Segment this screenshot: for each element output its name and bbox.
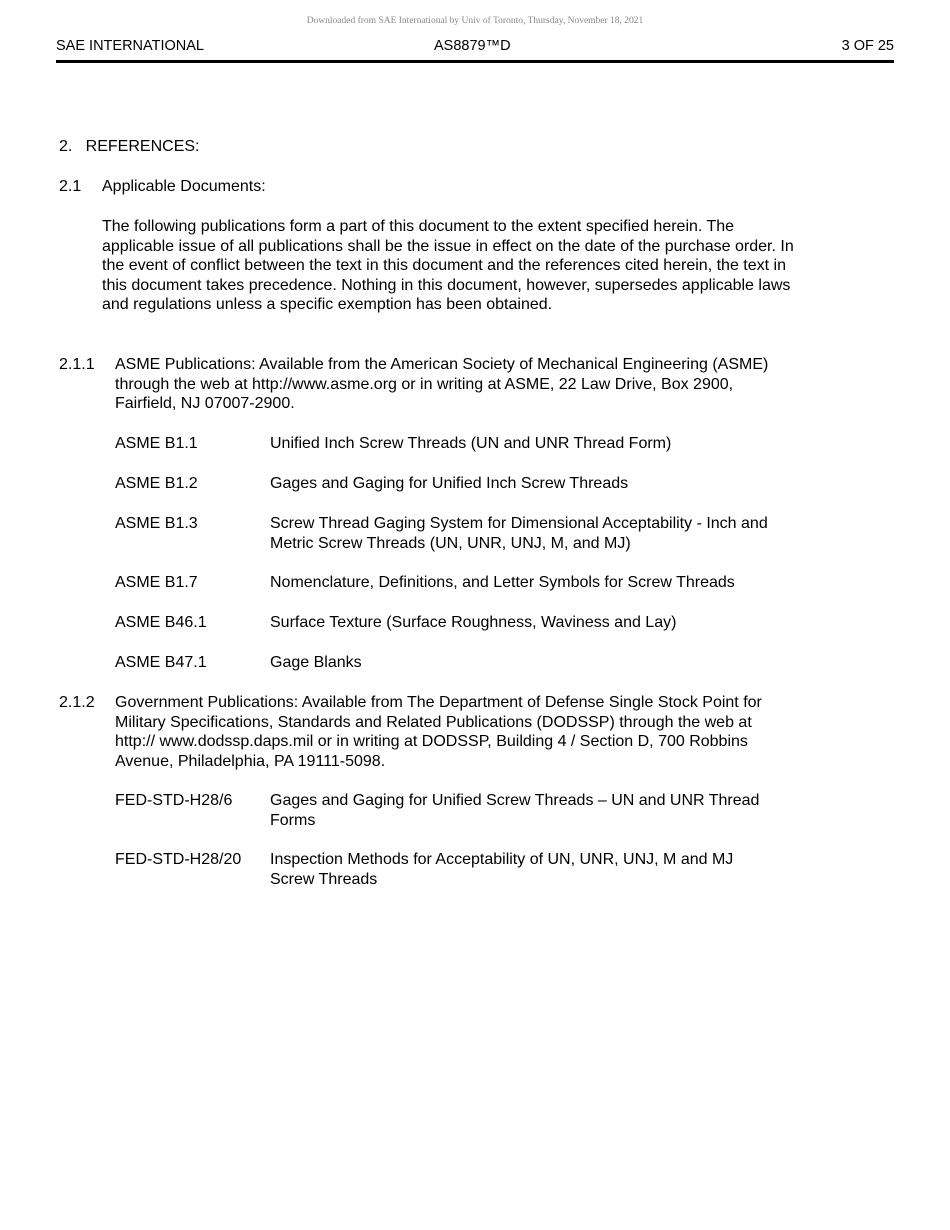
header-page-number: 3 OF 25 [841, 38, 894, 54]
reference-title: Gage Blanks [270, 654, 362, 671]
section-2-1-2-paragraph: Government Publications: Available from The Department of Defense Single Stock Point for Military Specifications, Standards and Related Publications (DODSSP) through the web at http:// www.dodssp.daps.mil or in writing at DODSSP, Building 4 / Section D, 700 Robbins Avenue, Philadelphia, PA 19111-5098. [115, 694, 762, 770]
header-org: SAE INTERNATIONAL [56, 38, 204, 54]
section-number-2-1: 2.1 [59, 178, 82, 195]
reference-code: ASME B1.2 [115, 475, 198, 492]
reference-code: FED-STD-H28/20 [115, 851, 242, 868]
section-heading-references: 2. REFERENCES: [59, 138, 200, 155]
reference-title: Nomenclature, Definitions, and Letter Symbols for Screw Threads [270, 574, 735, 591]
reference-code: ASME B1.3 [115, 515, 198, 532]
section-number-2-1-1: 2.1.1 [59, 356, 95, 373]
header-divider [56, 60, 894, 63]
reference-title: Screw Thread Gaging System for Dimensional Acceptability - Inch and Metric Screw Threads (UN, UNR, UNJ, M, and MJ) [270, 515, 768, 552]
reference-title: Surface Texture (Surface Roughness, Waviness and Lay) [270, 614, 677, 631]
reference-code: ASME B46.1 [115, 614, 207, 631]
reference-code: ASME B1.7 [115, 574, 198, 591]
reference-code: FED-STD-H28/6 [115, 792, 233, 809]
reference-code: ASME B47.1 [115, 654, 207, 671]
section-number-2-1-2: 2.1.2 [59, 694, 95, 711]
page-header [56, 38, 894, 60]
reference-title: Gages and Gaging for Unified Inch Screw Threads [270, 475, 629, 492]
reference-title: Inspection Methods for Acceptability of UN, UNR, UNJ, M and MJ Screw Threads [270, 851, 734, 888]
reference-title: Gages and Gaging for Unified Screw Threads – UN and UNR Thread Forms [270, 792, 760, 829]
header-doc-id: AS8879™D [434, 38, 511, 54]
section-2-1-paragraph: The following publications form a part of this document to the extent specified herein. The applicable issue of all publications shall be the issue in effect on the date of the purchase order. In the event of conflict between the text in this document and the references cited herein, the text in this document takes precedence. Nothing in this document, however, supersedes applicable laws and regulations unless a specific exemption has been obtained. [102, 218, 794, 314]
reference-code: ASME B1.1 [115, 435, 198, 452]
download-watermark: Downloaded from SAE International by Univ of Toronto, Thursday, November 18, 2021 [306, 16, 644, 26]
section-title-applicable-documents: Applicable Documents: [102, 178, 266, 195]
reference-title: Unified Inch Screw Threads (UN and UNR Thread Form) [270, 435, 672, 452]
section-2-1-1-paragraph: ASME Publications: Available from the American Society of Mechanical Engineering (ASME) through the web at http://www.asme.org or in writing at ASME, 22 Law Drive, Box 2900, Fairfield, NJ 07007-2900. [115, 356, 769, 413]
